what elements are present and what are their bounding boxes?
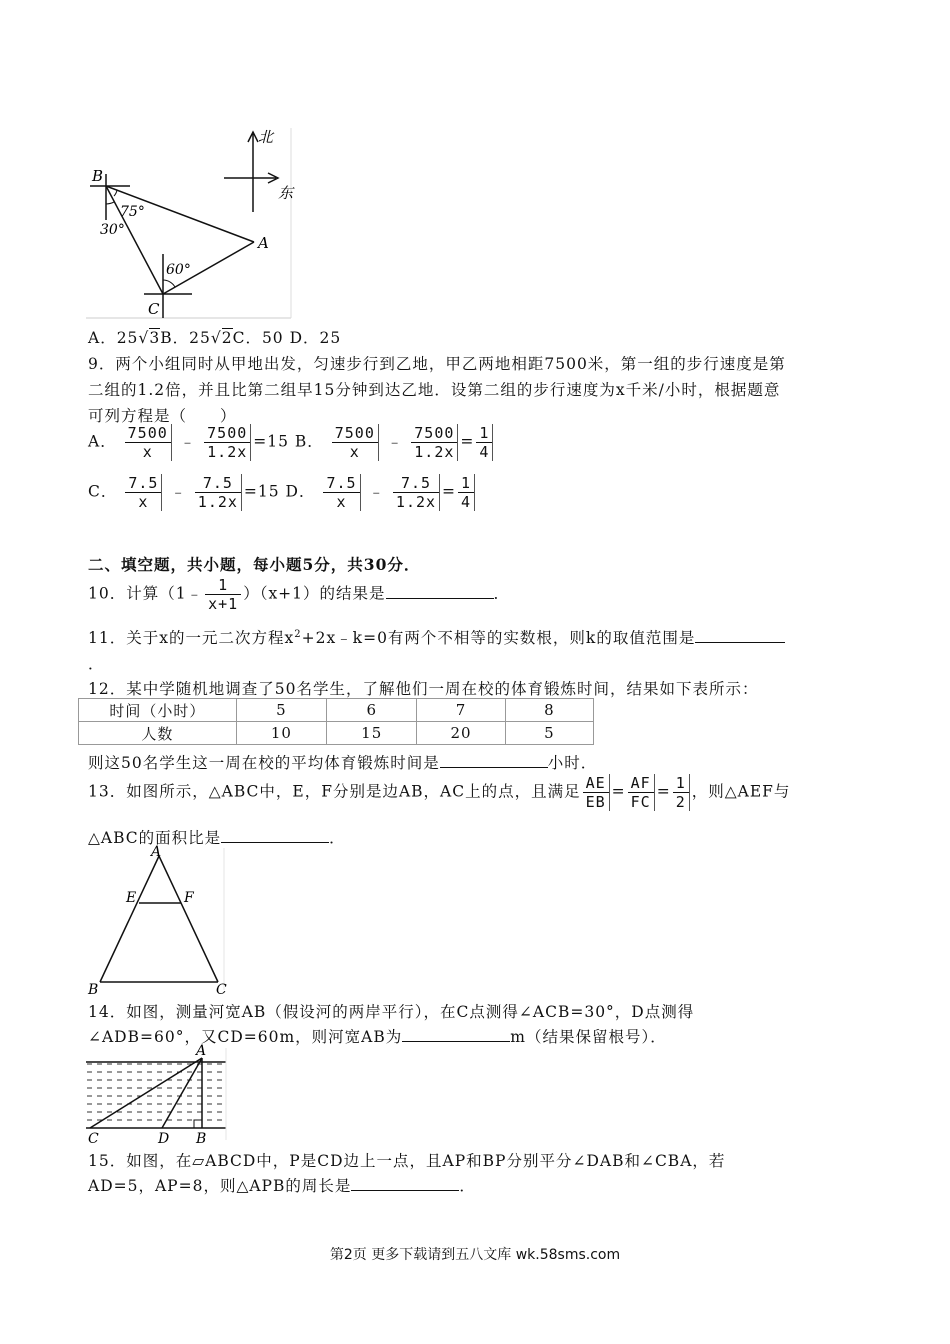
q8-options — [88, 326, 341, 348]
fraction: $\frac{7.5}{x}$ — [323, 474, 360, 511]
q8-option-b-radicand: 2 — [221, 329, 233, 347]
point-A: A — [151, 844, 162, 860]
answer-blank[interactable] — [695, 628, 785, 643]
q8-option-a-radicand: 3 — [149, 329, 161, 347]
answer-blank[interactable] — [221, 828, 329, 843]
q12-table — [78, 698, 594, 745]
q9-options-cd: C． $\frac{7.5}{x}$ ﹣ $\frac{7.5}{1.2x}$ =15 D． $\frac{7.5}{x}$ ﹣ $\frac{7.5}{1.2x}$ = $\frac{1}{4}$ — [88, 474, 477, 511]
q14-figure — [86, 1044, 236, 1146]
sqrt-icon: √ — [138, 329, 150, 347]
q14-line2: ∠ADB=60°，又CD=60m，则河宽AB为 m（结果保留根号）． — [88, 1028, 667, 1046]
fraction: $\frac{7500}{1.2x}$ — [204, 424, 251, 461]
point-B: B — [92, 167, 104, 185]
fraction: $\frac{7500}{x}$ — [332, 424, 379, 461]
point-E: E — [126, 890, 137, 906]
point-A: A — [258, 234, 269, 252]
fraction: $\frac{1}{2}$ — [673, 774, 690, 811]
angle-30: 30° — [100, 222, 125, 238]
q11-end: ． — [88, 655, 105, 673]
fraction: $\frac{7.5}{x}$ — [125, 474, 162, 511]
segment-AC — [159, 856, 218, 982]
point-C: C — [148, 300, 160, 318]
point-F: F — [184, 890, 194, 906]
fraction: $\frac{1}{4}$ — [476, 424, 493, 461]
point-C: C — [216, 982, 227, 996]
q9-options-ab: A． $\frac{7500}{x}$ ﹣ $\frac{7500}{1.2x}$ =15 B． $\frac{7500}{x}$ ﹣ $\frac{7500}{1.2x}$ = $\frac{1}{4}$ — [88, 424, 495, 461]
sqrt-icon: √ — [210, 329, 222, 347]
point-C: C — [88, 1131, 99, 1146]
q9-a-label: A． — [88, 432, 117, 451]
page-footer: 第2页 更多下载请到五八文库 wk.58sms.com — [329, 1247, 621, 1263]
q14-line1: 14．如图，测量河宽AB（假设河的两岸平行），在C点测得∠ACB=30°，D点测得 — [88, 1003, 695, 1021]
point-B: B — [196, 1131, 207, 1146]
fraction: $\frac{1}{4}$ — [458, 474, 475, 511]
segment-AB — [100, 856, 159, 982]
q12-question: 则这50名学生这一周在校的平均体育锻炼时间是 小时． — [88, 754, 598, 772]
q9-a-rhs: =15 B． — [253, 432, 324, 451]
angle-60: 60° — [166, 262, 191, 278]
north-label: 北 — [258, 128, 274, 146]
q11: 11．关于x的一元二次方程$x^2+2x﹣k=0$有两个不相等的实数根，则k的取值范围是 — [88, 626, 785, 648]
q13-figure — [86, 844, 231, 996]
q9-line3: 可列方程是（ ） — [88, 407, 237, 425]
answer-blank[interactable] — [386, 584, 494, 599]
east-label: 东 — [278, 184, 294, 202]
q9-line1: 9．两个小组同时从甲地出发，匀速步行到乙地，甲乙两地相距7500米，第一组的步行速度是第 — [88, 355, 786, 373]
fraction: $\frac{AF}{FC}$ — [628, 774, 655, 811]
q9-line2: 二组的1.2倍，并且比第二组早15分钟到达乙地．设第二组的步行速度为x千米/小时，根据题意 — [88, 381, 781, 399]
fraction: $\frac{7500}{1.2x}$ — [411, 424, 458, 461]
answer-blank[interactable] — [402, 1027, 510, 1042]
point-A: A — [196, 1044, 207, 1059]
q9-c-label: C． — [88, 482, 118, 501]
segment-BC — [106, 186, 163, 294]
angle-75: 75° — [120, 204, 145, 220]
table-row: 时间（小时） 5 6 7 8 — [79, 699, 594, 722]
q8-option-cd: C．50 D．25 — [232, 329, 342, 347]
q8-figure — [86, 124, 301, 322]
fraction: $\frac{1}{x+1}$ — [205, 576, 241, 613]
table-row: 人数 10 15 20 5 — [79, 722, 594, 745]
q8-option-b: B．25 — [160, 329, 211, 347]
q13-line1: 13．如图所示，△ABC中，E，F分别是边AB，AC上的点，且满足 $\frac{AE}{EB}$ = $\frac{AF}{FC}$ = $\frac{1}{2}$ ，则△AEF与 — [88, 774, 791, 811]
point-B: B — [88, 982, 99, 996]
point-D: D — [158, 1131, 170, 1146]
q15-line2: AD=5，AP=8，则△APB的周长是 ． — [88, 1177, 476, 1195]
q8-option-a: A．25 — [88, 329, 139, 347]
q15-line1: 15．如图，在▱ABCD中，P是CD边上一点，且AP和BP分别平分∠DAB和∠CBA，若 — [88, 1152, 726, 1170]
fraction: $\frac{7.5}{1.2x}$ — [393, 474, 440, 511]
answer-blank[interactable] — [440, 753, 548, 768]
q9-c-rhs: =15 D． — [243, 482, 316, 501]
fraction: $\frac{7.5}{1.2x}$ — [195, 474, 242, 511]
q12-line1: 12．某中学随机地调查了50名学生，了解他们一周在校的体育锻炼时间，结果如下表所示： — [88, 680, 759, 698]
q13-line2: △ABC的面积比是 ． — [88, 829, 346, 847]
fraction: $\frac{AE}{EB}$ — [583, 774, 610, 811]
q10: 10．计算（1﹣ $\frac{1}{x+1}$ ）（x+1）的结果是 ． — [88, 576, 511, 613]
fraction: $\frac{7500}{x}$ — [125, 424, 172, 461]
answer-blank[interactable] — [351, 1176, 459, 1191]
section-2-heading: 二、填空题，共小题，每小题5分，共30分． — [88, 555, 421, 574]
